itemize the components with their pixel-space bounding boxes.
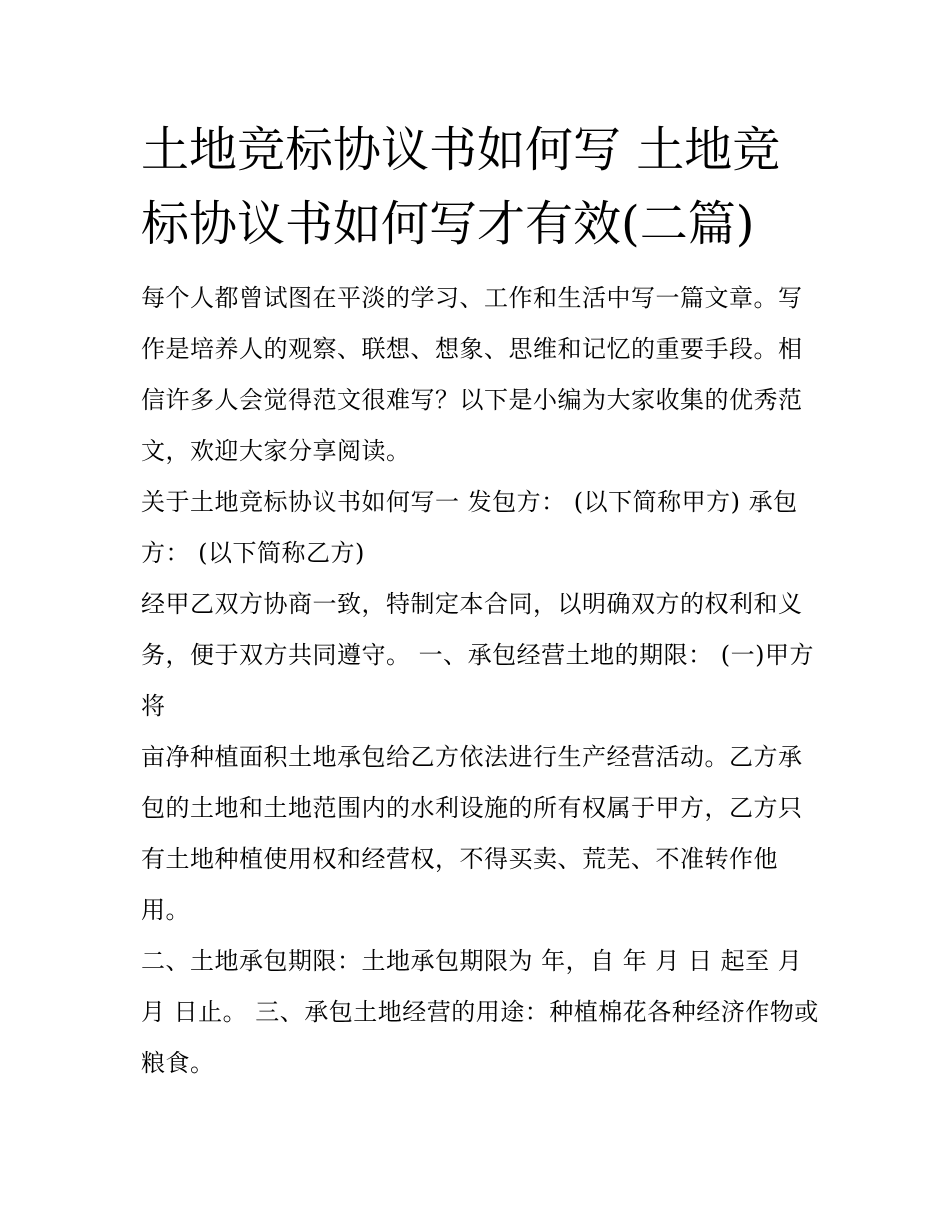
paragraph-parties: 关于土地竞标协议书如何写一 发包方： (以下简称甲方) 承包方： (以下简称乙方): [141, 488, 798, 567]
document-title: 土地竞标协议书如何写 土地竞标协议书如何写才有效(二篇): [141, 122, 781, 252]
paragraph-intro: 每个人都曾试图在平淡的学习、工作和生活中写一篇文章。写作是培养人的观察、联想、想象、思维和记忆的重要手段。相信许多人会觉得范文很难写？以下是小编为大家收集的优秀范文，欢迎大家分享阅读。: [141, 284, 803, 465]
paragraph-agreement: 经甲乙双方协商一致，特制定本合同，以明确双方的权利和义务，便于双方共同遵守。 一、承包经营土地的期限： (一)甲方将: [141, 590, 814, 720]
paragraph-land-use: 亩净种植面积土地承包给乙方依法进行生产经营活动。乙方承包的土地和土地范围内的水利设施的所有权属于甲方，乙方只有土地种植使用权和经营权，不得买卖、荒芜、不准转作他用。: [141, 743, 803, 924]
document-content: [141, 113, 821, 1089]
paragraph-term: 二、土地承包期限：土地承包期限为 年，自 年 月 日 起至 月 月 日止。 三、承包土地经营的用途：种植棉花各种经济作物或粮食。: [141, 947, 819, 1077]
